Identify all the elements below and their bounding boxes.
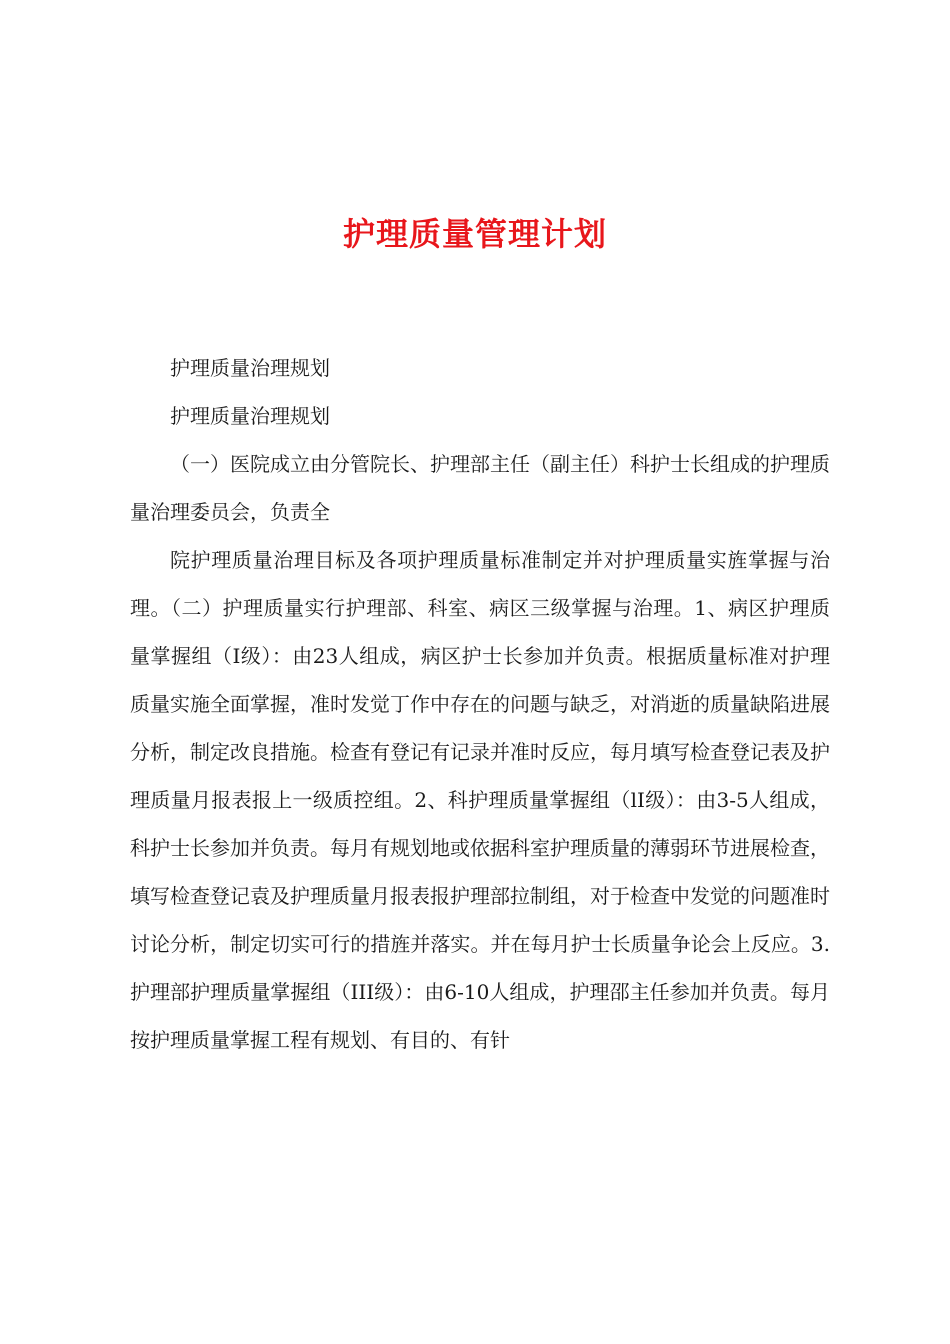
paragraph: （一）医院成立由分管院长、护理部主任（副主任）科护士长组成的护理质量治理委员会，负责全	[130, 452, 830, 524]
document-body	[130, 344, 830, 1064]
paragraph: 护理质量治理规划	[170, 356, 330, 380]
document-title: 护理质量管理计划	[342, 215, 607, 253]
paragraph: 院护理质量治理目标及各项护理质量标准制定并对护理质量实旌掌握与治理。（二）护理质量实行护理部、科室、病区三级掌握与治理。1、病区护理质量掌握组（I级）：由23人组成，病区护士长参加并负责。根据质量标准对护理质量实施全面掌握，准时发觉丁作中存在的问题与缺乏，对消逝的质量缺陷进展分析，制定改良措施。检查有登记有记录并准时反应，每月填写检查登记表及护理质量月报表报上一级质控组。2、科护理质量掌握组（lI级）：由3-5人组成，科护士长参加并负责。每月有规划地或依据科室护理质量的薄弱环节进展检查，填写检查登记袁及护理质量月报表报护理部拉制组，对于检查中发觉的问题准时讨论分析，制定切实可行的措旌并落实。并在每月护士长质量争论会上反应。3.护理部护理质量掌握组（III级）：由6-10人组成，护理邵主任参加并负责。每月按护理质量掌握工程有规划、有目的、有针	[130, 548, 830, 1052]
paragraph: 护理质量治理规划	[170, 404, 330, 428]
